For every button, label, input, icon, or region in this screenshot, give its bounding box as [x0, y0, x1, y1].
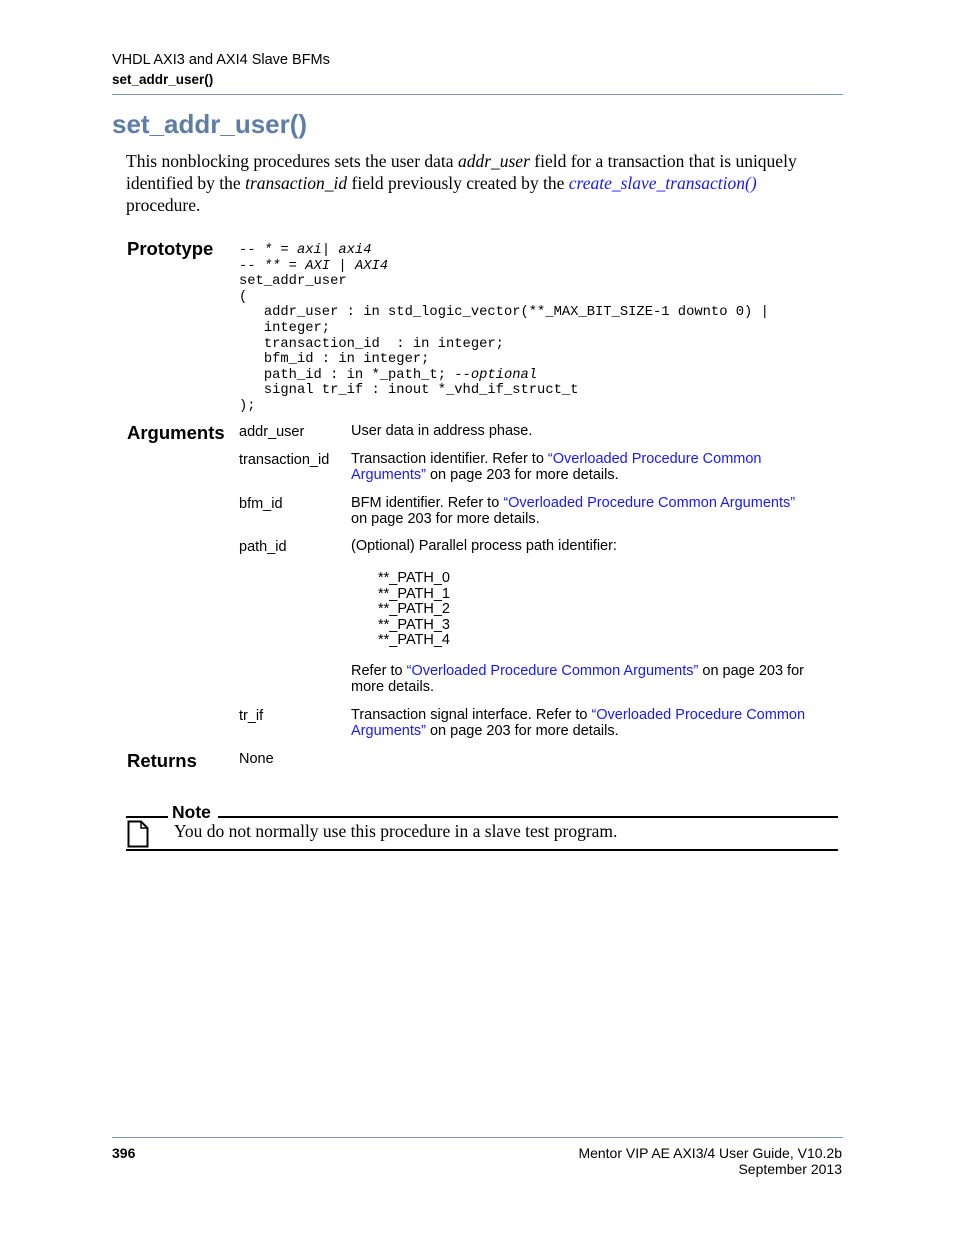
returns-value: None — [239, 751, 274, 767]
overloaded-args-link[interactable]: “Overloaded Procedure Common Arguments” — [406, 663, 699, 679]
arg-name-bfm-id: bfm_id — [239, 496, 283, 512]
note-rule-right — [218, 816, 838, 818]
arg-desc-transaction-id: Transaction identifier. Refer to “Overloaded Procedure Common Arguments” on page 203 for more details. — [351, 451, 762, 483]
list-item: **_PATH_0 — [378, 570, 450, 586]
arguments-heading: Arguments — [127, 422, 225, 443]
list-item: **_PATH_3 — [378, 616, 450, 633]
arg-desc-bfm-id: BFM identifier. Refer to “Overloaded Procedure Common Arguments” on page 203 for more details. — [351, 495, 796, 527]
note-label: Note — [172, 802, 211, 822]
arg-name-tr-if: tr_if — [239, 708, 264, 724]
prototype-heading: Prototype — [127, 238, 214, 259]
returns-heading: Returns — [127, 750, 197, 771]
list-item: **_PATH_4 — [378, 632, 450, 649]
prototype-code: -- * = axi| axi4 -- ** = AXI | AXI4 set_addr_user ( addr_user : in std_logic_vector(**_MAX_BIT_SIZE-1 downto 0) | integer; transaction_id : in integer; bfm_id : in integer; path_id : in *_path_t; --optional signal tr_if : inout *_vhd_if_struct_t ); — [239, 243, 769, 414]
footer-guide-title: Mentor VIP AE AXI3/4 User Guide, V10.2b — [578, 1145, 842, 1161]
note-rule-left — [126, 816, 168, 818]
list-item: **_PATH_2 — [378, 601, 450, 618]
overloaded-args-link[interactable]: “Overloaded Procedure Common Arguments” — [503, 495, 796, 511]
running-header-section: set_addr_user() — [112, 72, 214, 87]
header-rule — [112, 94, 843, 95]
arg-ref-path-id: Refer to “Overloaded Procedure Common Arguments” on page 203 for more details. — [351, 663, 804, 695]
create-slave-transaction-link[interactable]: create_slave_transaction() — [568, 173, 757, 193]
overloaded-args-link-cont[interactable]: Arguments” — [351, 466, 426, 483]
arg-name-addr-user: addr_user — [239, 424, 305, 440]
arg-desc-addr-user: User data in address phase. — [351, 423, 533, 439]
arg-desc-path-id: (Optional) Parallel process path identifier: — [351, 538, 617, 554]
list-item: **_PATH_1 — [378, 585, 450, 602]
note-rule-bottom — [126, 849, 838, 851]
page-number: 396 — [112, 1145, 136, 1161]
footer-rule — [112, 1137, 843, 1138]
overloaded-args-link[interactable]: “Overloaded Procedure Common — [547, 451, 762, 467]
arg-name-path-id: path_id — [239, 539, 287, 555]
intro-paragraph: This nonblocking procedures sets the user data addr_user field for a transaction that is uniquely identified by the transaction_id field previously created by the create_slave_transaction() procedure. — [126, 151, 797, 215]
running-header-title: VHDL AXI3 and AXI4 Slave BFMs — [112, 52, 330, 68]
intro-addr-user: addr_user — [457, 151, 530, 171]
intro-transaction-id: transaction_id — [245, 173, 348, 193]
overloaded-args-link-cont[interactable]: Arguments” — [351, 722, 426, 739]
overloaded-args-link[interactable]: “Overloaded Procedure Common — [591, 707, 806, 723]
page-title: set_addr_user() — [112, 109, 308, 139]
path-id-values — [378, 571, 450, 649]
footer-date: September 2013 — [738, 1161, 842, 1177]
note-text: You do not normally use this procedure in a slave test program. — [174, 821, 618, 841]
arg-name-transaction-id: transaction_id — [239, 452, 330, 468]
arg-desc-tr-if: Transaction signal interface. Refer to “Overloaded Procedure Common Arguments” on page 203 for more details. — [351, 707, 806, 739]
